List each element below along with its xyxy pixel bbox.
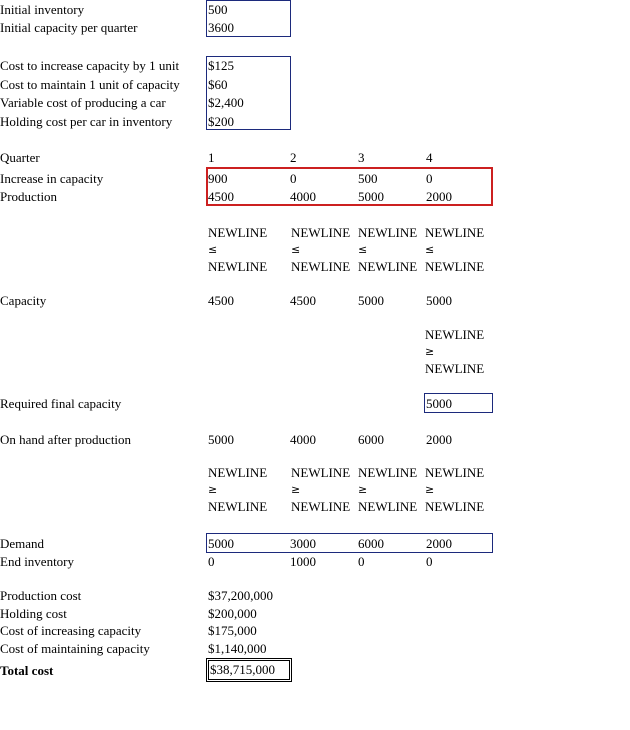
le-top-q1: NEWLINE	[208, 225, 268, 240]
demand-label: Demand	[0, 536, 45, 551]
ge-bottom-final: NEWLINE	[425, 361, 485, 376]
end-inventory-q2-cell[interactable]: 1000	[290, 554, 316, 569]
initial-capacity-label: Initial capacity per quarter	[0, 20, 138, 35]
quarter-2: 2	[290, 150, 297, 165]
ge-top-q1: NEWLINE	[208, 465, 268, 480]
ge-top-q4: NEWLINE	[425, 465, 485, 480]
variable-cost-label: Variable cost of producing a car	[0, 95, 166, 110]
production-q2-cell[interactable]: 4000	[290, 189, 316, 204]
le-symbol-q1: ≤	[208, 243, 218, 256]
initial-inventory-cell[interactable]: 500	[208, 2, 228, 17]
holding-cost-label: Holding cost	[0, 606, 67, 621]
capacity-q1-cell[interactable]: 4500	[208, 293, 234, 308]
holding-cost-cell[interactable]: $200,000	[208, 606, 257, 621]
ge-bottom-q2: NEWLINE	[291, 499, 351, 514]
total-cost-label: Total cost	[0, 663, 54, 678]
demand-q4-cell[interactable]: 2000	[426, 536, 452, 551]
le-bottom-q2: NEWLINE	[291, 259, 351, 274]
production-label: Production	[0, 189, 58, 204]
holding-cost-per-car-label: Holding cost per car in inventory	[0, 114, 173, 129]
ge-top-q3: NEWLINE	[358, 465, 418, 480]
capacity-q4-cell[interactable]: 5000	[426, 293, 452, 308]
le-symbol-q2: ≤	[291, 243, 301, 256]
demand-q3-cell[interactable]: 6000	[358, 536, 384, 551]
quarter-3: 3	[358, 150, 365, 165]
production-q4-cell[interactable]: 2000	[426, 189, 452, 204]
increase-capacity-cost-cell[interactable]: $125	[208, 58, 234, 73]
production-q1-cell[interactable]: 4500	[208, 189, 234, 204]
le-bottom-q4: NEWLINE	[425, 259, 485, 274]
end-inventory-label: End inventory	[0, 554, 75, 569]
initial-inventory-label: Initial inventory	[0, 2, 85, 17]
maintain-capacity-cost-cell[interactable]: $60	[208, 77, 228, 92]
ge-symbol-q1: ≥	[208, 483, 218, 496]
le-top-q3: NEWLINE	[358, 225, 418, 240]
le-bottom-q1: NEWLINE	[208, 259, 268, 274]
holding-cost-per-car-cell[interactable]: $200	[208, 114, 234, 129]
quarter-4: 4	[426, 150, 433, 165]
quarter-1: 1	[208, 150, 215, 165]
on-hand-label: On hand after production	[0, 432, 132, 447]
maintain-capacity-cost-label: Cost to maintain 1 unit of capacity	[0, 77, 180, 92]
le-top-q4: NEWLINE	[425, 225, 485, 240]
initial-capacity-cell[interactable]: 3600	[208, 20, 234, 35]
quarter-label: Quarter	[0, 150, 40, 165]
total-cost-cell[interactable]: $38,715,000	[210, 662, 275, 677]
capacity-label: Capacity	[0, 293, 47, 308]
increasing-capacity-cost-label: Cost of increasing capacity	[0, 623, 142, 638]
on-hand-q1-cell[interactable]: 5000	[208, 432, 234, 447]
capacity-q3-cell[interactable]: 5000	[358, 293, 384, 308]
le-bottom-q3: NEWLINE	[358, 259, 418, 274]
final-capacity-cell[interactable]: 5000	[426, 396, 452, 411]
le-symbol-q3: ≤	[358, 243, 368, 256]
on-hand-q2-cell[interactable]: 4000	[290, 432, 316, 447]
le-symbol-q4: ≤	[425, 243, 435, 256]
maintaining-capacity-cost-label: Cost of maintaining capacity	[0, 641, 150, 656]
ge-bottom-q1: NEWLINE	[208, 499, 268, 514]
ge-bottom-q4: NEWLINE	[425, 499, 485, 514]
end-inventory-q1-cell[interactable]: 0	[208, 554, 215, 569]
increase-capacity-label: Increase in capacity	[0, 171, 104, 186]
capacity-q2-cell[interactable]: 4500	[290, 293, 316, 308]
ge-top-final: NEWLINE	[425, 327, 485, 342]
variable-cost-cell[interactable]: $2,400	[208, 95, 244, 110]
increase-q3-cell[interactable]: 500	[358, 171, 378, 186]
demand-q1-cell[interactable]: 5000	[208, 536, 234, 551]
end-inventory-q4-cell[interactable]: 0	[426, 554, 433, 569]
increase-capacity-cost-label: Cost to increase capacity by 1 unit	[0, 58, 180, 73]
production-q3-cell[interactable]: 5000	[358, 189, 384, 204]
ge-symbol-q2: ≥	[291, 483, 301, 496]
increase-q4-cell[interactable]: 0	[426, 171, 433, 186]
production-cost-label: Production cost	[0, 588, 82, 603]
demand-q2-cell[interactable]: 3000	[290, 536, 316, 551]
le-top-q2: NEWLINE	[291, 225, 351, 240]
final-capacity-label: Required final capacity	[0, 396, 122, 411]
ge-symbol-q3: ≥	[358, 483, 368, 496]
end-inventory-q3-cell[interactable]: 0	[358, 554, 365, 569]
ge-symbol-q4: ≥	[425, 483, 435, 496]
ge-top-q2: NEWLINE	[291, 465, 351, 480]
on-hand-q3-cell[interactable]: 6000	[358, 432, 384, 447]
increasing-capacity-cost-cell[interactable]: $175,000	[208, 623, 257, 638]
increase-q2-cell[interactable]: 0	[290, 171, 297, 186]
ge-bottom-q3: NEWLINE	[358, 499, 418, 514]
production-cost-cell[interactable]: $37,200,000	[208, 588, 273, 603]
increase-q1-cell[interactable]: 900	[208, 171, 228, 186]
on-hand-q4-cell[interactable]: 2000	[426, 432, 452, 447]
maintaining-capacity-cost-cell[interactable]: $1,140,000	[208, 641, 267, 656]
ge-symbol-final: ≥	[425, 345, 435, 358]
